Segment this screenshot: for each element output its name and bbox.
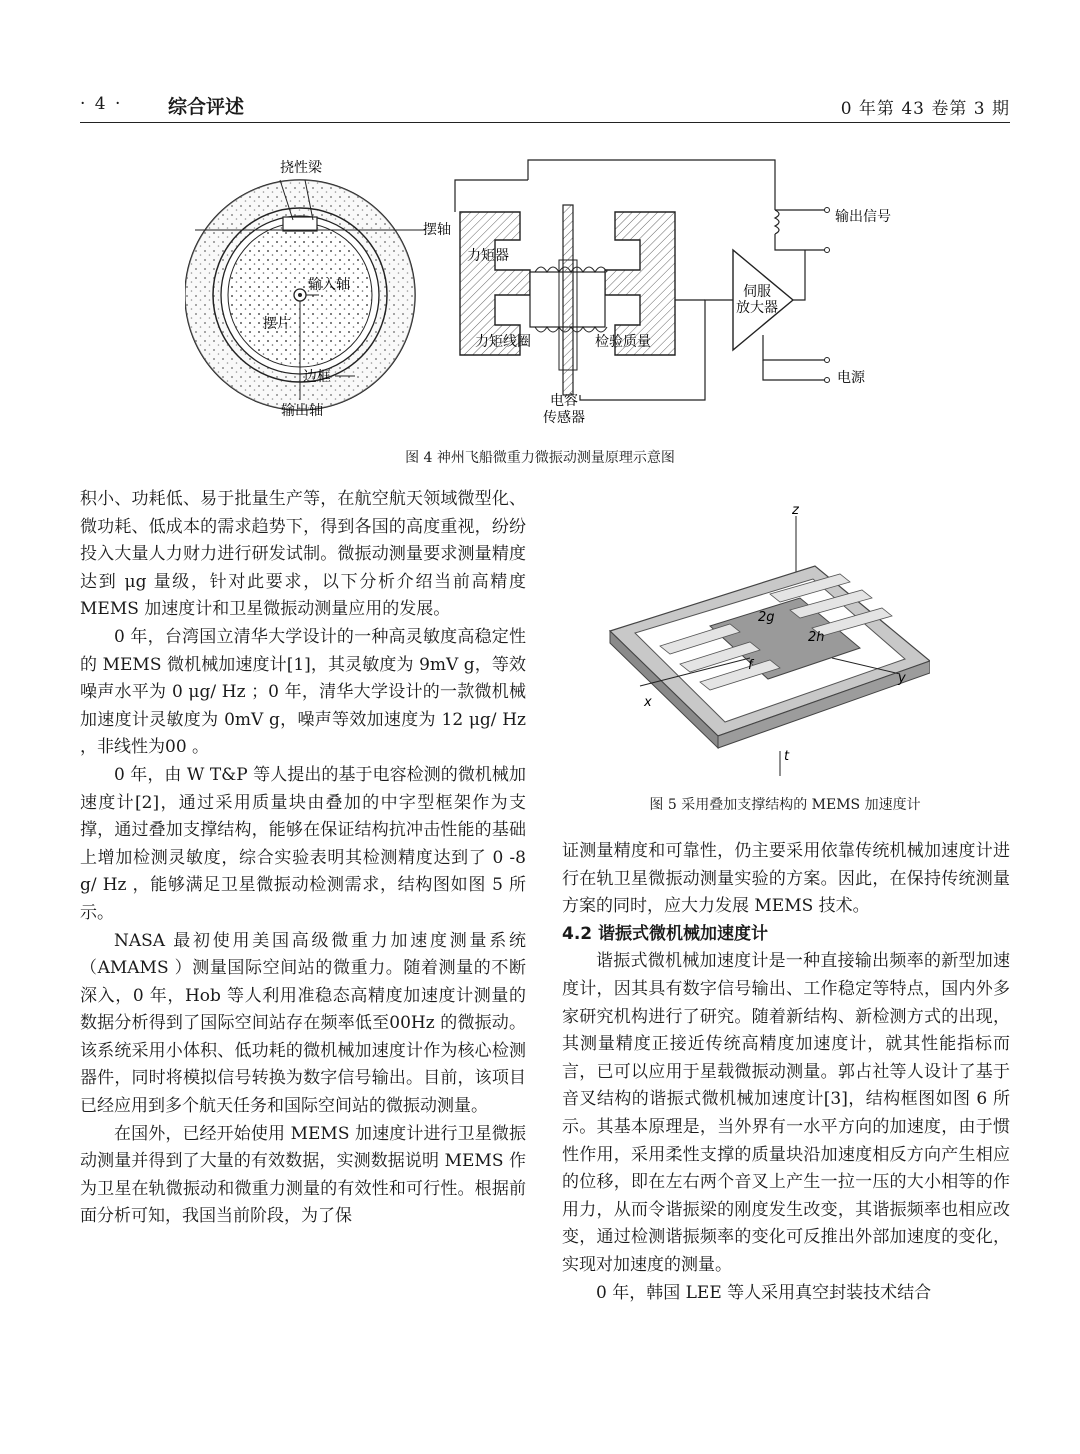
paragraph: 证测量精度和可靠性，仍主要采用依靠传统机械加速度计进行在轨卫星微振动测量实验的方案。因此，在保持传统测量方案的同时，应大力发展 MEMS 技术。 — [562, 841, 1010, 917]
capacitor-label-1: 电容 — [550, 393, 578, 409]
paragraph: 0 年，台湾国立清华大学设计的一种高灵敏度高稳定性的 MEMS 微机械加速度计[1]，其灵敏度为 9mV g，等效噪声水平为 0 μg/ Hz ；0 年，清华大学设计的一款微机械加速度计灵敏度为 0mV g，噪声等效加速度为 12 μg/ Hz ，非线性为00 。 — [80, 626, 526, 758]
output-signal-label: 输出信号 — [835, 209, 891, 225]
axis-z-label: z — [792, 503, 799, 518]
figure-5-caption: 图 5 采用叠加支撑结构的 MEMS 加速度计 — [649, 797, 921, 813]
paragraph: 在国外，已经开始使用 MEMS 加速度计进行卫星微振动测量并得到了大量的有效数据，实测数据说明 MEMS 作为卫星在轨微振动和微重力测量的有效性和可行性。根据前面分析可知，我国当前阶段，为了保 — [80, 1123, 526, 1227]
paragraph: 0 年，韩国 LEE 等人采用真空封装技术结合 — [596, 1282, 932, 1303]
figure-5-diagram — [600, 496, 930, 786]
servo-label-2: 放大器 — [736, 300, 778, 316]
servo-label-1: 伺服 — [743, 284, 771, 300]
section-heading: 4.2 谐振式微机械加速度计 — [562, 923, 769, 944]
pendulum-axis-label: 摆轴 — [423, 222, 451, 238]
figure-4-diagram — [185, 150, 905, 440]
paragraph: NASA 最初使用美国高级微重力加速度测量系统（AMAMS ）测量国际空间站的微重力。随着测量的不断深入，0 年，Hob 等人利用准稳态高精度加速度计测量的数据分析得到了国际空间站存在频率低至00Hz 的微振动。该系统采用小体积、低功耗的微机械加速度计作为核心检测器件，同时将模拟信号转换为数字信号输出。目前，该项目已经应用到多个航天任务和国际空间站的微振动测量。 — [80, 930, 526, 1117]
power-label: 电源 — [837, 370, 865, 386]
dim-2h-label: 2h — [808, 630, 825, 645]
frame-label: 边框 — [303, 369, 331, 385]
paragraph: 0 年，由 W T&P 等人提出的基于电容检测的微机械加速度计[2]，通过采用质量块由叠加的中字型框架作为支撑，通过叠加支撑结构，能够在保证结构抗冲击性能的基础上增加检测灵敏度，综合实验表明其检测精度达到了 0 -8 g/ Hz ，能够满足卫星微振动检测需求，结构图如图 5 所示。 — [80, 764, 526, 923]
issue-info: 0 年第 43 卷第 3 期 — [840, 99, 1010, 119]
left-column — [80, 486, 526, 1231]
torque-coil-label: 力矩线圈 — [475, 334, 531, 350]
proof-mass-label: 检验质量 — [595, 334, 651, 350]
axis-y-label: y — [898, 671, 906, 686]
flexure-label: 挠性梁 — [280, 160, 322, 176]
dim-f-label: f — [748, 658, 753, 673]
running-header — [80, 92, 1010, 123]
section-title: 综合评述 — [168, 96, 245, 118]
input-axis-label: 输入轴 — [308, 277, 350, 293]
capacitor-label-2: 传感器 — [543, 410, 585, 426]
axis-x-label: x — [644, 695, 652, 710]
page-number: · 4 · — [80, 94, 123, 114]
output-axis-label: 输出轴 — [281, 403, 323, 419]
pendulum-label: 摆片 — [263, 316, 291, 332]
torquer-label: 力矩器 — [467, 248, 509, 264]
figure-4-caption: 图 4 神州飞船微重力微振动测量原理示意图 — [405, 450, 675, 466]
servo-loop-schematic — [455, 160, 891, 426]
dim-2g-label: 2g — [758, 610, 775, 625]
pendulum-accelerometer-view — [185, 159, 451, 419]
right-column — [562, 838, 1010, 1307]
paragraph: 谐振式微机械加速度计是一种直接输出频率的新型加速度计，因其具有数字信号输出、工作稳定等特点，国内外多家研究机构进行了研究。随着新结构、新检测方式的出现，其测量精度正接近传统高精度加速度计，就其性能指标而言，已可以应用于星载微振动测量。郭占社等人设计了基于音叉结构的谐振式微机械加速度计[3]，结构框图如图 6 所示。其基本原理是，当外界有一水平方向的加速度，由于惯性作用，采用柔性支撑的质量块沿加速度相反方向产生相应的位移，即在左右两个音叉上产生一拉一压的大小相等的作用力，从而令谐振梁的刚度发生改变，其谐振频率也相应改变，通过检测谐振频率的变化可反推出外部加速度的变化，实现对加速度的测量。 — [562, 951, 1010, 1275]
dim-t-label: t — [784, 749, 790, 764]
paragraph: 积小、功耗低、易于批量生产等，在航空航天领域微型化、微功耗、低成本的需求趋势下，得到各国的高度重视，纷纷投入大量人力财力进行研发试制。微振动测量要求测量精度达到 μg 量级，针对此要求，以下分析介绍当前高精度 MEMS 加速度计和卫星微振动测量应用的发展。 — [80, 489, 526, 620]
